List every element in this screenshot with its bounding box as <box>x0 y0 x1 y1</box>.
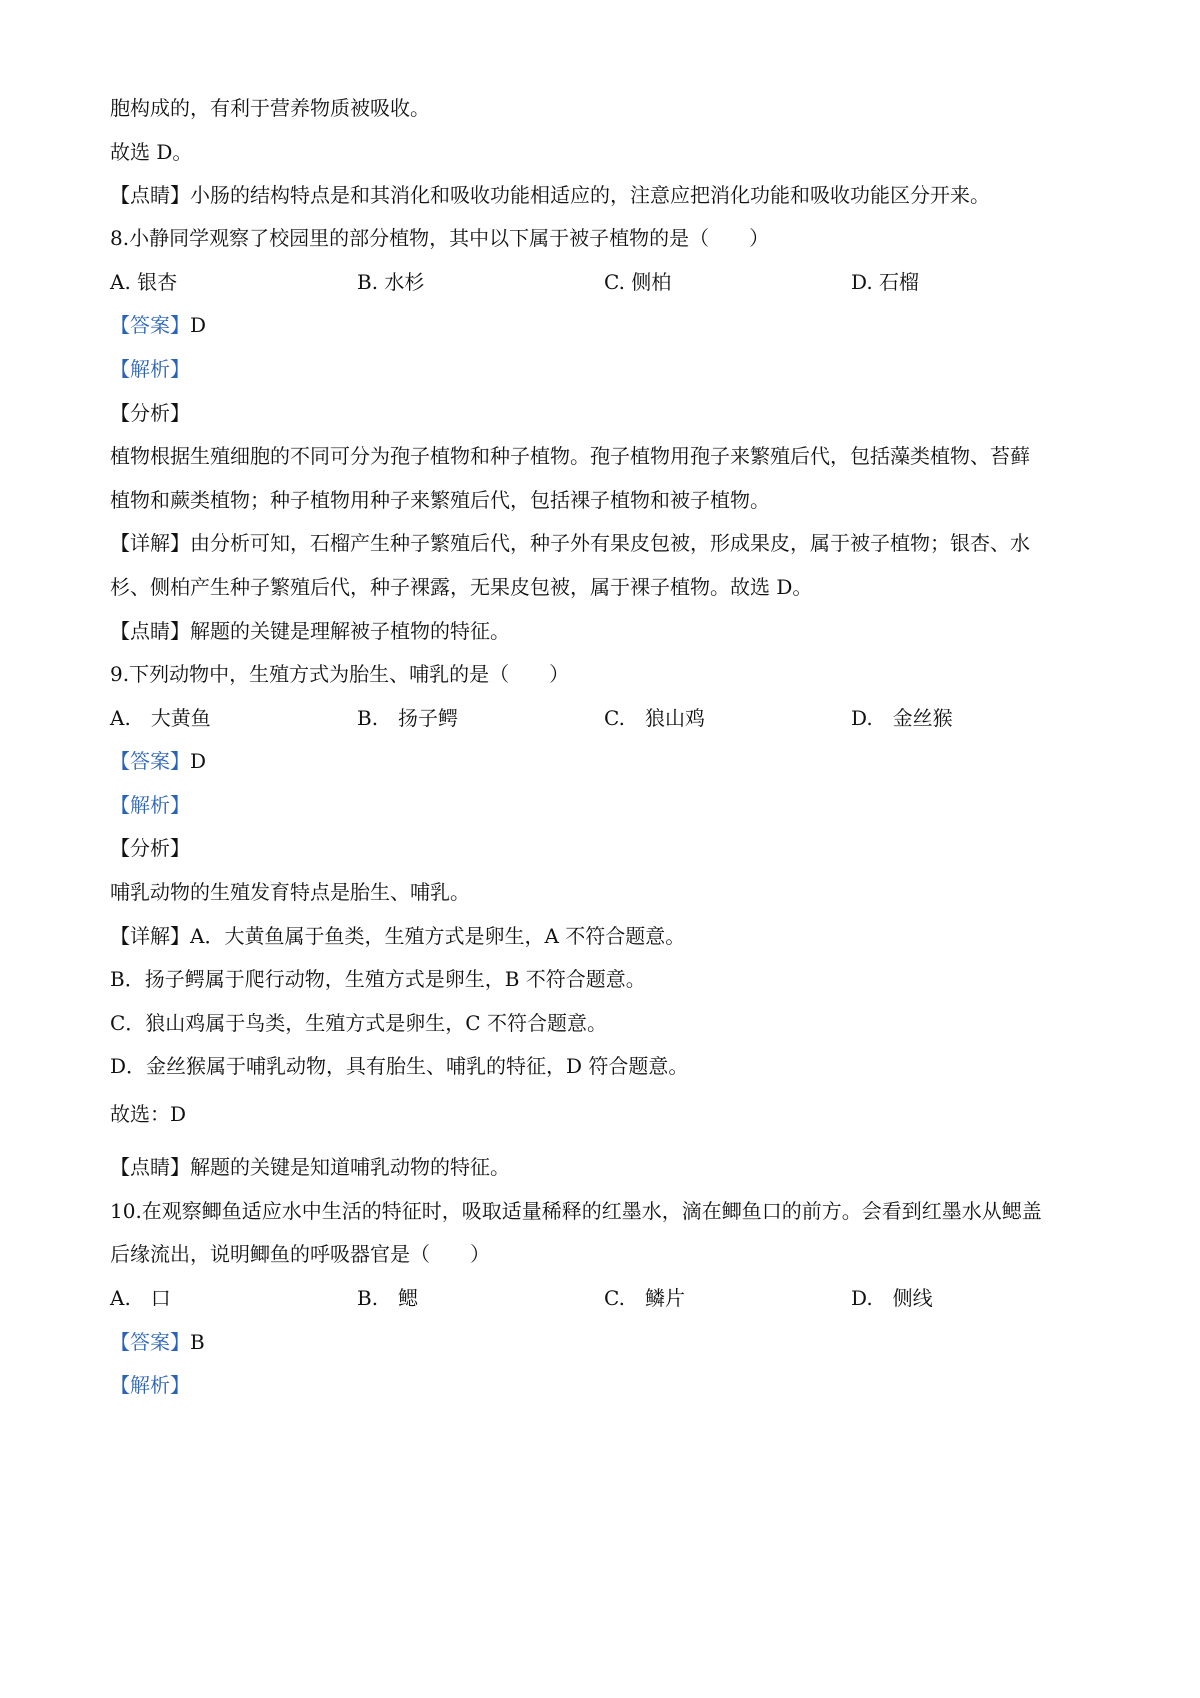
q8-fenxi-heading: 【分析】 <box>110 401 190 425</box>
q8-option-d: D. 石榴 <box>851 270 920 294</box>
q9-option-d: D. 金丝猴 <box>851 706 953 730</box>
q9-detail-line: D．金丝猴属于哺乳动物，具有胎生、哺乳的特征，D 符合题意。 <box>110 1054 689 1078</box>
q9-detail-line: 【详解】A．大黄鱼属于鱼类，生殖方式是卵生，A 不符合题意。 <box>110 924 686 948</box>
q8-option-a: A. 银杏 <box>110 270 178 294</box>
q8-dianjing: 【点睛】解题的关键是理解被子植物的特征。 <box>110 619 510 643</box>
q9-analysis-line: 哺乳动物的生殖发育特点是胎生、哺乳。 <box>110 880 470 904</box>
question-10-stem-line: 10.在观察鲫鱼适应水中生活的特征时，吸取适量稀释的红墨水，滴在鲫鱼口的前方。会看到红墨水从鳃盖 <box>110 1199 1042 1223</box>
text-line: 故选 D。 <box>110 140 193 164</box>
q10-answer <box>110 1328 205 1356</box>
answer-value: D <box>190 313 207 337</box>
q8-detail-line: 杉、侧柏产生种子繁殖后代，种子裸露，无果皮包被，属于裸子植物。故选 D。 <box>110 575 813 599</box>
q9-jiexi-heading: 【解析】 <box>110 793 190 817</box>
q9-detail-line: B．扬子鳄属于爬行动物，生殖方式是卵生，B 不符合题意。 <box>110 967 646 991</box>
q10-option-d: D. 侧线 <box>851 1286 933 1310</box>
q9-option-c: C. 狼山鸡 <box>604 706 705 730</box>
text-line: 胞构成的，有利于营养物质被吸收。 <box>110 96 430 120</box>
q10-option-a: A. 口 <box>110 1286 171 1310</box>
q8-detail-line: 【详解】由分析可知，石榴产生种子繁殖后代，种子外有果皮包被，形成果皮，属于被子植物；银杏、水 <box>110 531 1030 555</box>
question-10-stem-line: 后缘流出，说明鲫鱼的呼吸器官是（ ） <box>110 1242 490 1266</box>
q10-option-c: C. 鳞片 <box>604 1286 685 1310</box>
q9-detail-line: C．狼山鸡属于鸟类，生殖方式是卵生，C 不符合题意。 <box>110 1011 607 1035</box>
answer-label: 【答案】 <box>110 313 190 337</box>
q8-analysis-line: 植物根据生殖细胞的不同可分为孢子植物和种子植物。孢子植物用孢子来繁殖后代，包括藻类植物、苔藓 <box>110 444 1030 468</box>
q8-answer <box>110 311 206 339</box>
answer-value: D <box>190 749 207 773</box>
question-9-stem: 9.下列动物中，生殖方式为胎生、哺乳的是（ ） <box>110 662 570 686</box>
answer-label: 【答案】 <box>110 749 190 773</box>
q8-option-b: B. 水杉 <box>357 270 425 294</box>
dianjing-line: 【点睛】小肠的结构特点是和其消化和吸收功能相适应的，注意应把消化功能和吸收功能区分开来。 <box>110 183 990 207</box>
answer-value: B <box>190 1330 205 1354</box>
q8-jiexi-heading: 【解析】 <box>110 357 190 381</box>
answer-label: 【答案】 <box>110 1330 190 1354</box>
q10-option-b: B. 鳃 <box>357 1286 419 1310</box>
q8-analysis-line: 植物和蕨类植物；种子植物用种子来繁殖后代，包括裸子植物和被子植物。 <box>110 488 770 512</box>
q9-option-a: A. 大黄鱼 <box>110 706 211 730</box>
q10-jiexi-heading: 【解析】 <box>110 1373 190 1397</box>
question-8-stem: 8.小静同学观察了校园里的部分植物，其中以下属于被子植物的是（ ） <box>110 226 770 250</box>
q9-fenxi-heading: 【分析】 <box>110 836 190 860</box>
q9-guxuan: 故选：D <box>110 1102 187 1126</box>
q9-option-b: B. 扬子鳄 <box>357 706 459 730</box>
q8-option-c: C. 侧柏 <box>604 270 672 294</box>
q9-dianjing: 【点睛】解题的关键是知道哺乳动物的特征。 <box>110 1155 510 1179</box>
q9-answer <box>110 747 206 775</box>
